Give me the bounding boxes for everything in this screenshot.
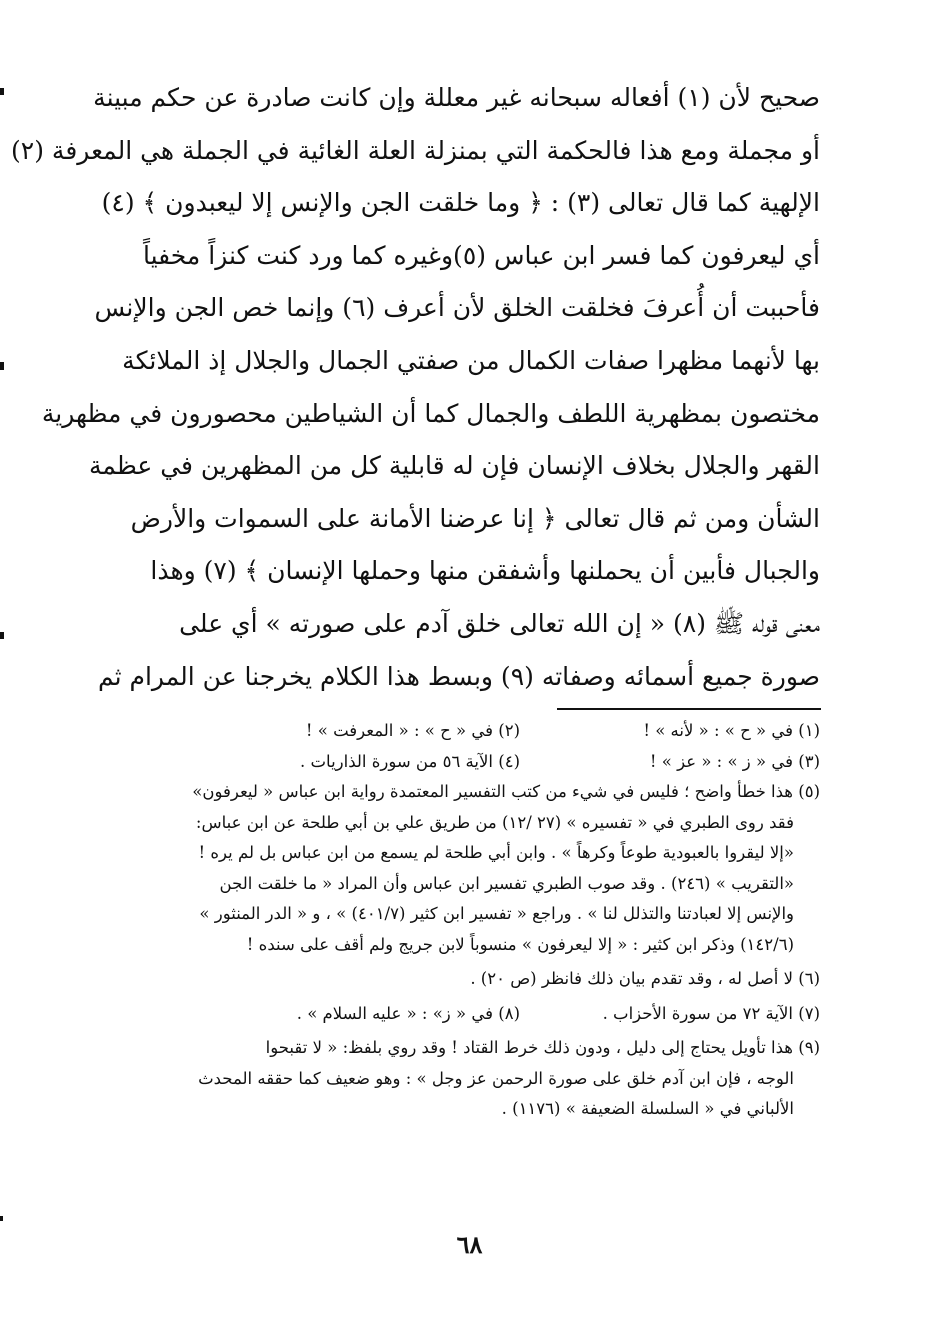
text-line: الشأن ومن ثم قال تعالى ﴿ إنا عرضنا الأمانة على السموات والأرض [130,503,820,533]
text-line: أي ليعرفون كما فسر ابن عباس (٥)وغيره كما ورد كنت كنزاً مخفياً [142,240,820,270]
footnote-row [112,716,820,747]
text-line: أو مجملة ومع هذا فالحكمة التي بمنزلة العلة الغائية في الجملة هي المعرفة (٢) [11,135,820,165]
footnote-5-line: (١٤٢/٦) وذكر ابن كثير : « إلا ليعرفون » منسوباً لابن جريج ولم أقف على سنده ! [246,934,794,954]
text-line: معنى قوله ﷺ (٨) « إن الله تعالى خلق آدم على صورته » أي على [179,608,820,638]
footnotes [112,716,820,1125]
footnote-row [112,747,820,778]
text-line: صحيح لأن (١) أفعاله سبحانه غير معللة وإن كانت صادرة عن حكم مبينة [93,83,820,112]
text-line: القهر والجلال بخلاف الإنسان فإن له قابلية كل من المظهرين في عظمة [88,451,820,481]
margin-mark [0,1216,3,1221]
footnote-4: (٤) الآية ٥٦ من سورة الذاريات . [300,751,520,771]
footnote-9-line: الوجه ، فإن ابن آدم خلق على صورة الرحمن عز وجل » : وهو ضعيف كما حققه المحدث [198,1068,794,1088]
footnote-7: (٧) الآية ٧٢ من سورة الأحزاب . [602,1003,820,1023]
main-text [11,72,820,703]
text-line: صورة جميع أسمائه وصفاته (٩) وبسط هذا الكلام يخرجنا عن المرام ثم [97,661,820,691]
footnote-3: (٣) في « ز » : « عز » ! [649,751,820,771]
footnote-2: (٢) في « ح » : « المعرفت » ! [305,721,520,740]
footnote-8: (٨) في « ز» : « عليه السلام » . [296,1003,520,1023]
footnote-row [112,999,820,1030]
text-line: مختصون بمظهرية اللطف والجمال كما أن الشياطين محصورون في مظهرية [41,398,820,428]
footnote-5-line: والإنس إلا لعبادتنا والتذلل لنا » . وراجع « تفسير ابن كثير (٤٠١/٧) » ، و « الدر المنثور » [199,904,794,923]
footnote-1: (١) في « ح » : « لأنه » ! [643,721,820,740]
footnote-5-line: «إلا ليقروا بالعبودية طوعاً وكرهاً » . وابن أبي طلحة لم يسمع من ابن عباس بل لم يره ! [198,843,794,862]
text-line: بها لأنهما مظهرا صفات الكمال من صفتي الجمال والجلال إذ الملائكة [122,345,820,375]
margin-mark [0,632,4,639]
margin-mark [0,362,4,370]
footnote-5-line: «التقريب » (٢٤٦) . وقد صوب الطبري تفسير ابن عباس وأن المراد « ما خلقت الجن [219,873,794,893]
footnote-divider [557,708,821,710]
text-line: فأحببت أن أُعرفَ فخلقت الخلق لأن أعرف (٦) وإنما خص الجن والإنس [94,293,820,323]
text-line: والجبال فأبين أن يحملنها وأشفقن منها وحملها الإنسان ﴾ (٧) وهذا [150,556,820,586]
footnote-9-line: (٩) هذا تأويل يحتاج إلى دليل ، ودون ذلك خرط القتاد ! وقد روي بلفظ: « لا تقبحوا [265,1038,820,1057]
footnote-5-line: فقد روى الطبري في « تفسيره » (٢٧ /١٢) من طريق علي بن أبي طلحة عن ابن عباس: [195,812,794,832]
text-line: الإلهية كما قال تعالى (٣) : ﴿ وما خلقت الجن والإنس إلا ليعبدون ﴾ (٤) [101,188,820,218]
footnote-5-line: (٥) هذا خطأ واضح ؛ فليس في شيء من كتب التفسير المعتمدة رواية ابن عباس « ليعرفون» [192,782,820,801]
footnote-6: (٦) لا أصل له ، وقد تقدم بيان ذلك فانظر (ص ٢٠) . [470,969,820,988]
footnote-9-line: الألباني في « السلسلة الضعيفة » (١١٧٦) . [501,1099,794,1118]
margin-mark [0,88,4,95]
page-number: ٦٨ [456,1230,483,1259]
